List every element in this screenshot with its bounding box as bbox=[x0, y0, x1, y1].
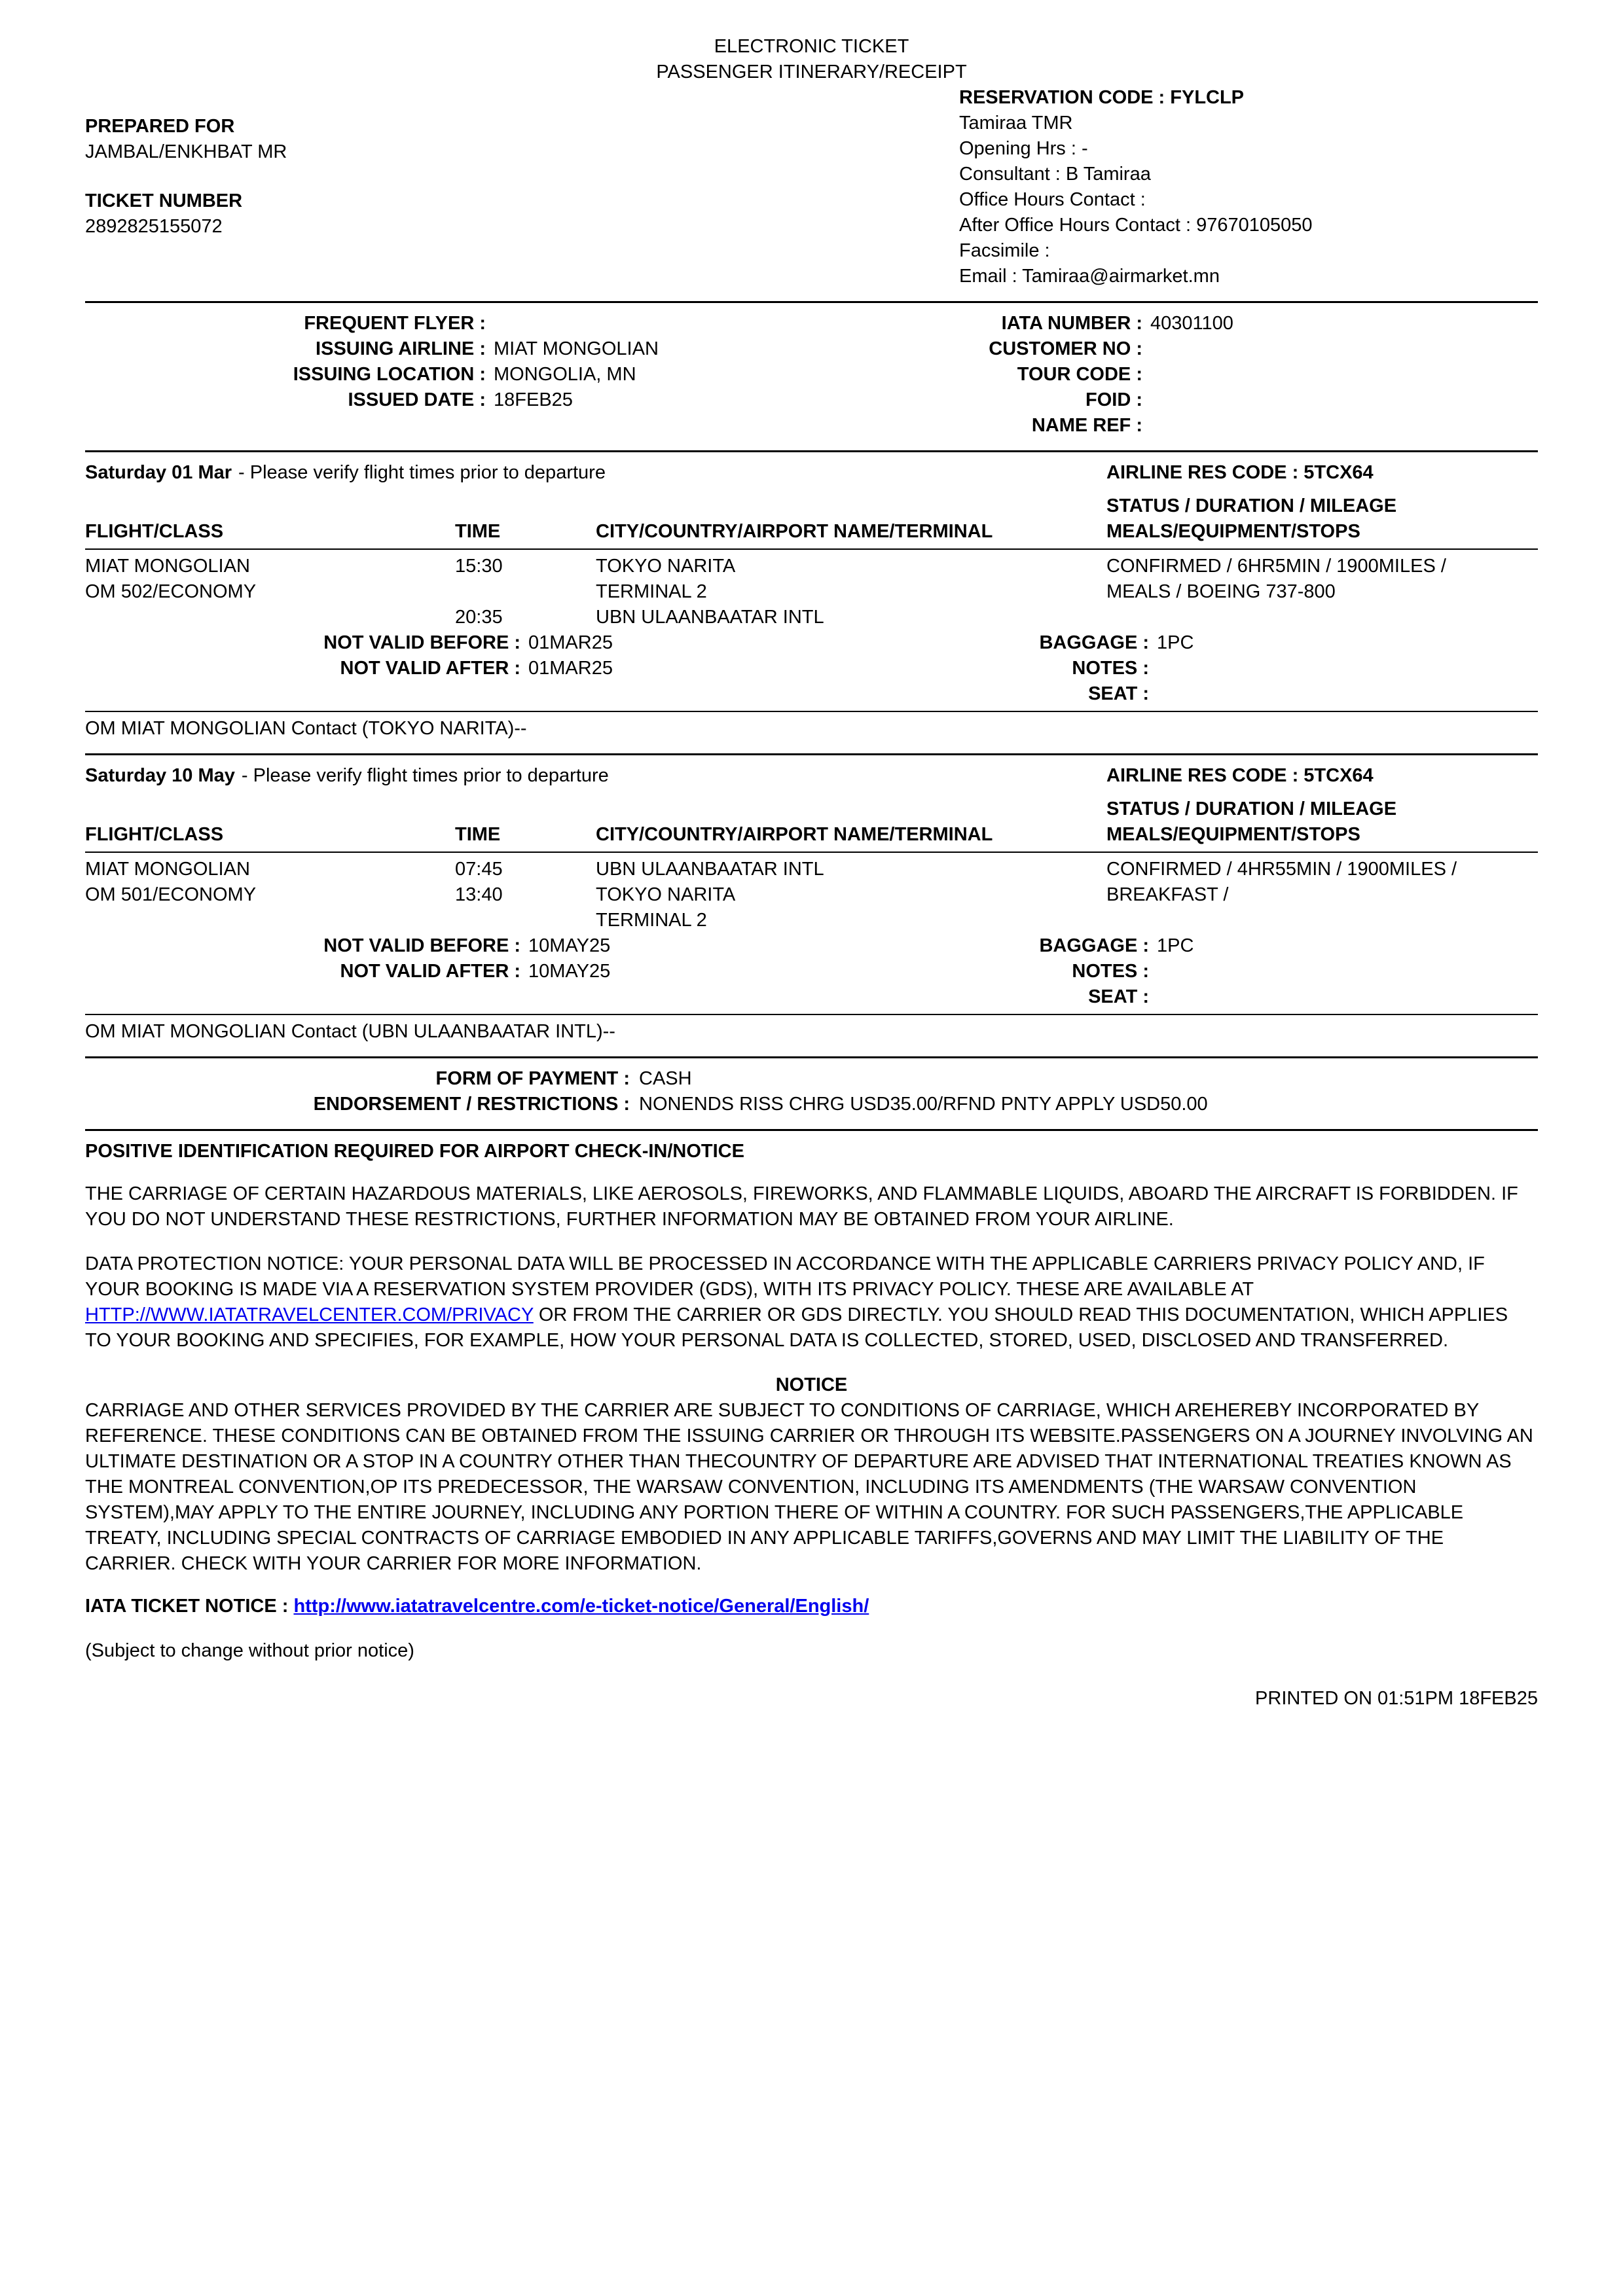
col-header-status: STATUS / DURATION / MILEAGE MEALS/EQUIPMENT/STOPS bbox=[1106, 798, 1397, 845]
flight-row bbox=[85, 908, 1538, 933]
divider bbox=[85, 450, 1538, 452]
reservation-code: RESERVATION CODE : FYLCLP bbox=[959, 87, 1245, 108]
notices-block bbox=[85, 1139, 1538, 1712]
notice-paragraph: CARRIAGE AND OTHER SERVICES PROVIDED BY THE CARRIER ARE SUBJECT TO CONDITIONS OF CARRIAGE, WHICH AREHEREBY INCORPORATED BY REFERENCE. THESE CONDITIONS CAN BE OBTAINED FROM THE ISSUING CARRIER OR THROUGH ITS WEBSITE.PASSENGERS ON A JOURNEY INVOLVING AN ULTIMATE DESTINATION OR A STOP IN A COUNTRY OTHER THAN THECOUNTRY OF DEPARTURE ARE ADVISED THAT INTERNATIONAL TREATIES KNOWN AS THE MONTREAL CONVENTION,OP ITS PREDECESSOR, THE WARSAW CONVENTION, INCLUDING ITS AMENDMENTS (THE WARSAW CONVENTION SYSTEM),MAY APPLY TO THE ENTIRE JOURNEY, INCLUDING ANY PORTION THERE OF WITHIN A COUNTRY. FOR SUCH PASSENGERS,THE APPLICABLE TREATY, INCLUDING SPECIAL CONTRACTS OF CARRIAGE EMBODIED IN ANY APPLICABLE TARIFFS,GOVERNS AND MAY LIMIT THE LIABILITY OF THE CARRIER. CHECK WITH YOUR CARRIER FOR MORE INFORMATION. bbox=[85, 1400, 1533, 1574]
flight-day: Saturday 10 May bbox=[85, 765, 235, 786]
issuing-airline-label: ISSUING AIRLINE : bbox=[316, 338, 486, 359]
frequent-flyer-value bbox=[486, 311, 494, 336]
divider bbox=[85, 753, 1538, 755]
baggage-value: 1PC bbox=[1157, 935, 1194, 956]
doc-subtitle: PASSENGER ITINERARY/RECEIPT bbox=[656, 62, 967, 82]
iata-number-value: 40301100 bbox=[1150, 313, 1233, 334]
passenger-name: JAMBAL/ENKHBAT MR bbox=[85, 141, 287, 162]
notes-label: NOTES : bbox=[1072, 658, 1149, 679]
validity-row bbox=[85, 656, 1538, 681]
airline-res-code: AIRLINE RES CODE : 5TCX64 bbox=[1106, 462, 1374, 483]
issued-date-label: ISSUED DATE : bbox=[348, 389, 486, 410]
cell-terminal: TERMINAL 2 bbox=[596, 910, 707, 931]
foid-value bbox=[1142, 387, 1150, 413]
issuing-location-value: MONGOLIA, MN bbox=[494, 364, 636, 385]
flight-row bbox=[85, 882, 1538, 908]
header-underline bbox=[85, 852, 1538, 853]
positive-id-heading: POSITIVE IDENTIFICATION REQUIRED FOR AIRPORT CHECK-IN/NOTICE bbox=[85, 1141, 744, 1162]
validity-row bbox=[85, 959, 1538, 984]
flight-day-line bbox=[85, 460, 1538, 486]
validity-row bbox=[85, 933, 1538, 959]
flight-day-line bbox=[85, 763, 1538, 789]
divider bbox=[85, 301, 1538, 303]
validity-row bbox=[85, 630, 1538, 656]
ticket-number-value: 2892825155072 bbox=[85, 216, 223, 237]
endorsement-label: ENDORSEMENT / RESTRICTIONS : bbox=[313, 1094, 630, 1115]
cell-blank bbox=[85, 908, 455, 933]
issue-info-right bbox=[789, 311, 1538, 439]
seat-value bbox=[1149, 984, 1538, 1010]
printed-on: PRINTED ON 01:51PM 18FEB25 bbox=[1255, 1688, 1538, 1709]
cell-meals: BREAKFAST / bbox=[1106, 884, 1229, 905]
cell-arr-city: TOKYO NARITA bbox=[596, 884, 736, 905]
divider bbox=[85, 1056, 1538, 1058]
divider bbox=[85, 1129, 1538, 1131]
flight-segment-2 bbox=[85, 763, 1538, 1045]
customer-no-value bbox=[1142, 336, 1150, 362]
form-of-payment-label: FORM OF PAYMENT : bbox=[435, 1068, 630, 1089]
flight-segment-1 bbox=[85, 460, 1538, 742]
privacy-policy-link[interactable]: HTTP://WWW.IATATRAVELCENTER.COM/PRIVACY bbox=[85, 1304, 534, 1325]
cell-meals-equipment: MEALS / BOEING 737-800 bbox=[1106, 581, 1336, 602]
seat-value bbox=[1149, 681, 1538, 707]
data-protection-paragraph bbox=[85, 1251, 1538, 1354]
flight-row bbox=[85, 579, 1538, 605]
flight-table-header bbox=[85, 797, 1538, 848]
prepared-for-label: PREPARED FOR bbox=[85, 116, 235, 137]
baggage-label: BAGGAGE : bbox=[1039, 935, 1149, 956]
ticket-number-label: TICKET NUMBER bbox=[85, 190, 243, 211]
validity-row bbox=[85, 681, 1538, 707]
cell-dep-city: TOKYO NARITA bbox=[596, 556, 736, 577]
baggage-label: BAGGAGE : bbox=[1039, 632, 1149, 653]
iata-number-label: IATA NUMBER : bbox=[1001, 313, 1142, 334]
flight-row bbox=[85, 605, 1538, 630]
not-valid-before-value: 01MAR25 bbox=[528, 632, 613, 653]
airline-contact: OM MIAT MONGOLIAN Contact (TOKYO NARITA)-- bbox=[85, 718, 527, 739]
name-ref-value bbox=[1142, 413, 1150, 439]
not-valid-after-value: 01MAR25 bbox=[528, 658, 613, 679]
flight-table-header bbox=[85, 493, 1538, 545]
agency-office-contact: Office Hours Contact : bbox=[959, 189, 1146, 210]
hazmat-paragraph: THE CARRIAGE OF CERTAIN HAZARDOUS MATERIALS, LIKE AEROSOLS, FIREWORKS, AND FLAMMABLE LIQUIDS, ABOARD THE AIRCRAFT IS FORBIDDEN. IF YOU DO NOT UNDERSTAND THESE RESTRICTIONS, FURTHER INFORMATION MAY BE OBTAINED FROM YOUR AIRLINE. bbox=[85, 1183, 1518, 1230]
col-header-flight-class: FLIGHT/CLASS bbox=[85, 824, 224, 845]
not-valid-before-value: 10MAY25 bbox=[528, 935, 611, 956]
cell-time bbox=[455, 579, 596, 605]
cell-dep-time: 15:30 bbox=[455, 556, 503, 577]
cell-flight-number: OM 502/ECONOMY bbox=[85, 581, 257, 602]
passenger-block bbox=[85, 85, 959, 240]
cell-status: CONFIRMED / 6HR5MIN / 1900MILES / bbox=[1106, 556, 1446, 577]
flight-row bbox=[85, 554, 1538, 579]
col-header-city: CITY/COUNTRY/AIRPORT NAME/TERMINAL bbox=[596, 824, 993, 845]
not-valid-after-label: NOT VALID AFTER : bbox=[340, 961, 520, 982]
cell-status: CONFIRMED / 4HR55MIN / 1900MILES / bbox=[1106, 859, 1457, 880]
validity-row bbox=[85, 984, 1538, 1010]
notes-label: NOTES : bbox=[1072, 961, 1149, 982]
frequent-flyer-label: FREQUENT FLYER : bbox=[304, 313, 486, 334]
tour-code-value bbox=[1142, 362, 1150, 387]
agency-email: Email : Tamiraa@airmarket.mn bbox=[959, 266, 1220, 287]
agency-block bbox=[959, 85, 1538, 289]
doc-title: ELECTRONIC TICKET bbox=[714, 36, 909, 57]
col-header-city: CITY/COUNTRY/AIRPORT NAME/TERMINAL bbox=[596, 521, 993, 542]
endorsement-value: NONENDS RISS CHRG USD35.00/RFND PNTY APPLY USD50.00 bbox=[639, 1094, 1208, 1115]
cell-flight-number: OM 501/ECONOMY bbox=[85, 884, 257, 905]
seat-label: SEAT : bbox=[1088, 683, 1149, 704]
col-header-flight-class: FLIGHT/CLASS bbox=[85, 521, 224, 542]
notes-value bbox=[1149, 656, 1538, 681]
iata-ticket-notice-line bbox=[85, 1594, 1538, 1619]
customer-no-label: CUSTOMER NO : bbox=[989, 338, 1142, 359]
verify-note: - Please verify flight times prior to departure bbox=[241, 765, 609, 786]
iata-ticket-notice-link[interactable]: http://www.iatatravelcentre.com/e-ticket-notice/General/English/ bbox=[293, 1596, 869, 1617]
notes-value bbox=[1149, 959, 1538, 984]
issue-info-left bbox=[85, 311, 789, 439]
cell-arr-time: 13:40 bbox=[455, 884, 503, 905]
divider bbox=[85, 1014, 1538, 1015]
form-of-payment-value: CASH bbox=[639, 1068, 692, 1089]
airline-contact: OM MIAT MONGOLIAN Contact (UBN ULAANBAATAR INTL)-- bbox=[85, 1021, 615, 1042]
issuing-location-label: ISSUING LOCATION : bbox=[293, 364, 486, 385]
airline-res-code: AIRLINE RES CODE : 5TCX64 bbox=[1106, 765, 1374, 786]
not-valid-after-value: 10MAY25 bbox=[528, 961, 611, 982]
cell-blank bbox=[1106, 908, 1538, 933]
foid-label: FOID : bbox=[1085, 389, 1142, 410]
agency-opening-hours: Opening Hrs : - bbox=[959, 138, 1088, 159]
agency-facsimile: Facsimile : bbox=[959, 240, 1050, 261]
col-header-status: STATUS / DURATION / MILEAGE MEALS/EQUIPMENT/STOPS bbox=[1106, 495, 1397, 542]
cell-blank bbox=[455, 908, 596, 933]
tour-code-label: TOUR CODE : bbox=[1017, 364, 1142, 385]
issued-date-value: 18FEB25 bbox=[494, 389, 573, 410]
cell-terminal: TERMINAL 2 bbox=[596, 581, 707, 602]
cell-arr-time: 20:35 bbox=[455, 607, 503, 628]
baggage-value: 1PC bbox=[1157, 632, 1194, 653]
name-ref-label: NAME REF : bbox=[1031, 415, 1142, 436]
cell-airline: MIAT MONGOLIAN bbox=[85, 556, 250, 577]
divider bbox=[85, 711, 1538, 712]
not-valid-before-label: NOT VALID BEFORE : bbox=[323, 935, 520, 956]
agency-consultant: Tamiraa TMR bbox=[959, 113, 1073, 134]
cell-dep-city: UBN ULAANBAATAR INTL bbox=[596, 859, 824, 880]
iata-ticket-notice-label: IATA TICKET NOTICE : bbox=[85, 1596, 289, 1617]
data-protection-text-after: OR FROM THE CARRIER OR GDS DIRECTLY. YOU SHOULD READ THIS DOCUMENTATION, WHICH APPLIES TO YOUR BOOKING AND SPECIFIES, FOR EXAMPLE, HOW YOUR PERSONAL DATA IS COLLECTED, STORED, USED, DISCLOSED AND TRANSFERRED. bbox=[85, 1304, 1508, 1351]
header-underline bbox=[85, 548, 1538, 550]
agency-after-hours-contact: After Office Hours Contact : 97670105050 bbox=[959, 215, 1313, 236]
subject-to-change-note: (Subject to change without prior notice) bbox=[85, 1640, 414, 1661]
issue-info-block bbox=[85, 311, 1538, 439]
agency-consultant-name: Consultant : B Tamiraa bbox=[959, 164, 1151, 185]
cell-airline: MIAT MONGOLIAN bbox=[85, 859, 250, 880]
cell-dep-time: 07:45 bbox=[455, 859, 503, 880]
cell-arr-city: UBN ULAANBAATAR INTL bbox=[596, 607, 824, 628]
issuing-airline-value: MIAT MONGOLIAN bbox=[494, 338, 659, 359]
verify-note: - Please verify flight times prior to departure bbox=[238, 462, 606, 483]
flight-row bbox=[85, 857, 1538, 882]
col-header-time: TIME bbox=[455, 521, 501, 542]
payment-block bbox=[85, 1066, 1538, 1117]
data-protection-text-before: DATA PROTECTION NOTICE: YOUR PERSONAL DATA WILL BE PROCESSED IN ACCORDANCE WITH THE APPLICABLE CARRIERS PRIVACY POLICY AND, IF YOUR BOOKING IS MADE VIA A RESERVATION SYSTEM PROVIDER (GDS), WITH ITS PRIVACY POLICY. THESE ARE AVAILABLE AT bbox=[85, 1253, 1485, 1300]
flight-day: Saturday 01 Mar bbox=[85, 462, 232, 483]
not-valid-after-label: NOT VALID AFTER : bbox=[340, 658, 520, 679]
cell-blank bbox=[1106, 605, 1538, 630]
top-block bbox=[85, 85, 1538, 289]
col-header-time: TIME bbox=[455, 824, 501, 845]
cell-blank bbox=[85, 605, 455, 630]
not-valid-before-label: NOT VALID BEFORE : bbox=[323, 632, 520, 653]
notice-heading: NOTICE bbox=[775, 1374, 848, 1395]
seat-label: SEAT : bbox=[1088, 986, 1149, 1007]
